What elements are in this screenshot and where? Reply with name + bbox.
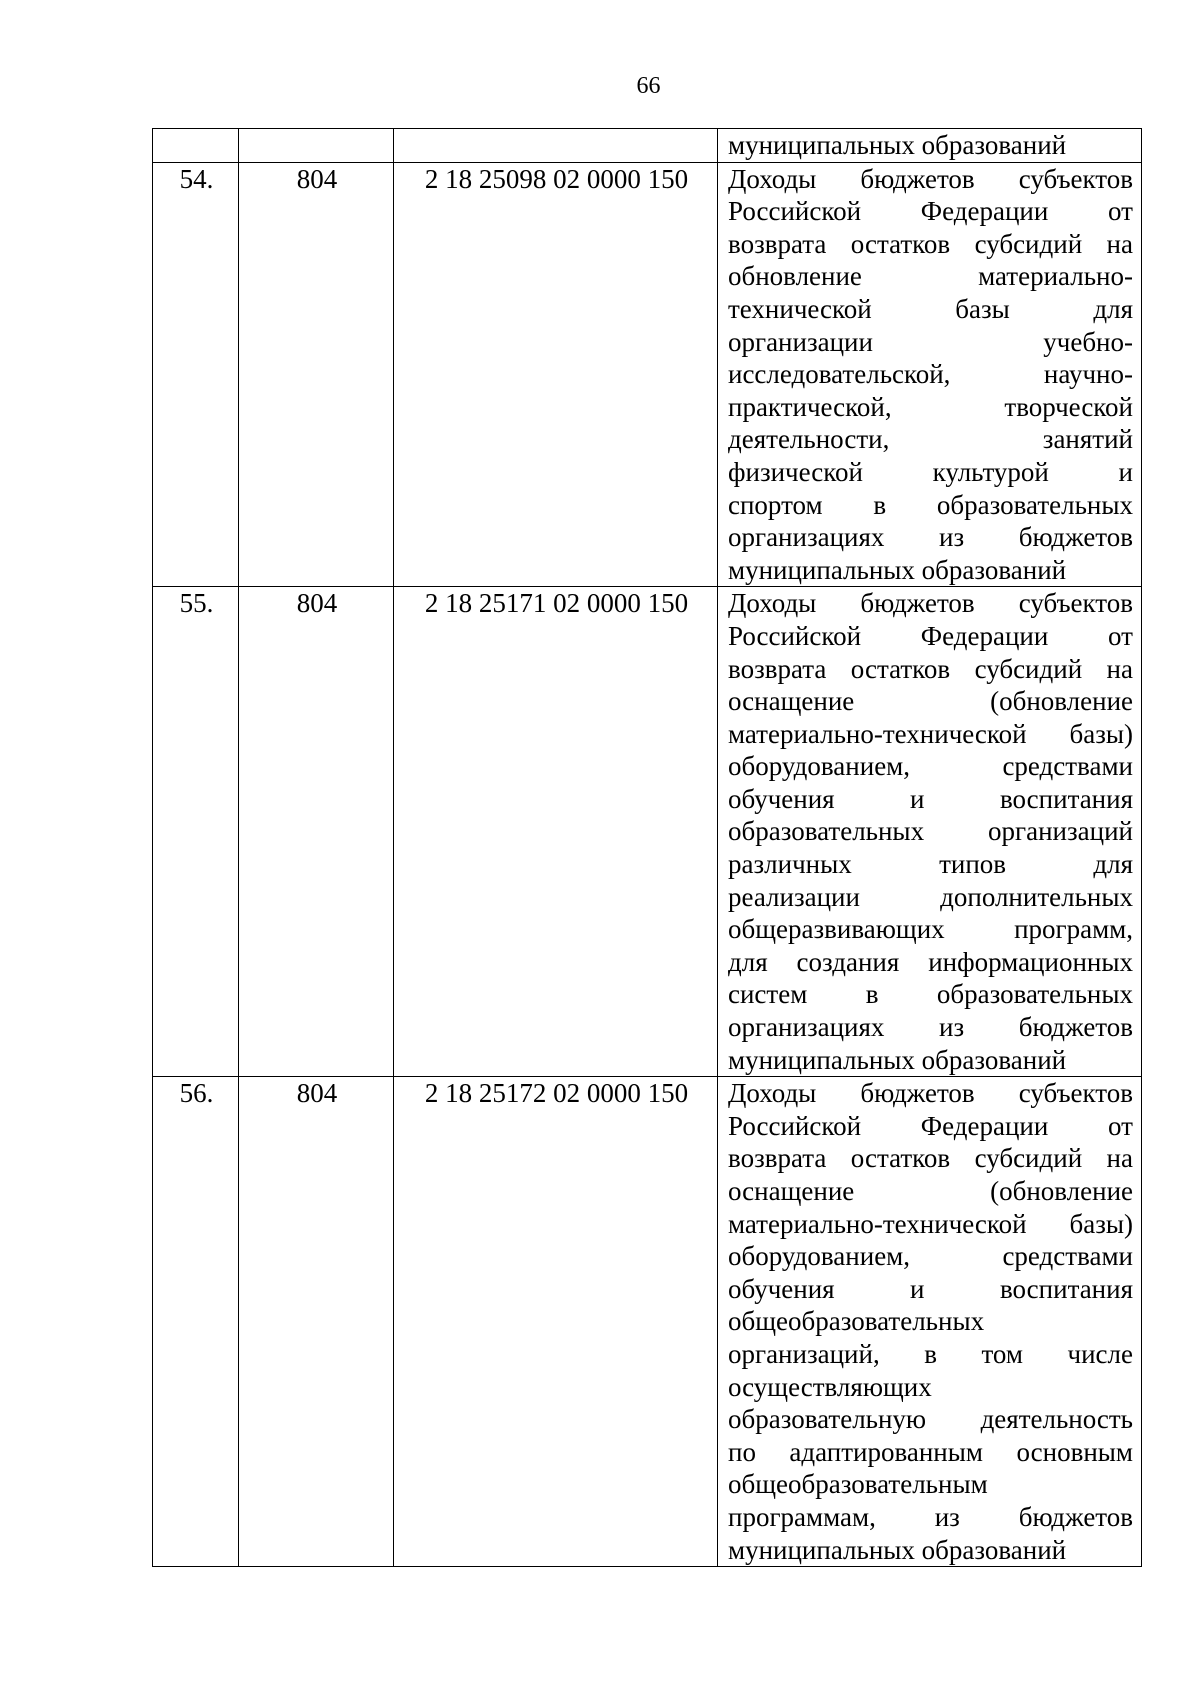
revenue-code-cell: 2 18 25171 02 0000 150 bbox=[394, 587, 718, 1077]
revenue-name-line: возврата остатков субсидий на bbox=[728, 228, 1133, 259]
revenue-name-line: реализации дополнительных bbox=[728, 881, 1133, 912]
revenue-name-line: обучения и воспитания bbox=[728, 1273, 1133, 1304]
revenue-name-line: муниципальных образований bbox=[728, 1044, 1067, 1075]
row-number-cell: 54. bbox=[153, 162, 239, 587]
revenue-name-cell bbox=[718, 1077, 1142, 1567]
revenue-name-line: осуществляющих bbox=[728, 1371, 932, 1402]
revenue-name-line: муниципальных образований bbox=[728, 130, 1067, 160]
revenue-name-line: образовательных организаций bbox=[728, 816, 1133, 847]
revenue-name-line: исследовательской, научно- bbox=[728, 359, 1133, 390]
row-number-cell bbox=[153, 129, 239, 163]
revenue-code-cell: 2 18 25172 02 0000 150 bbox=[394, 1077, 718, 1567]
revenue-name-line: по адаптированным основным bbox=[728, 1436, 1133, 1467]
revenue-name-line: обновление материально- bbox=[728, 261, 1133, 292]
revenue-name-cell bbox=[718, 162, 1142, 587]
revenue-name-line: образовательную деятельность bbox=[728, 1404, 1133, 1435]
revenue-name-line: технической базы для bbox=[728, 293, 1133, 324]
revenue-name-line: возврата остатков субсидий на bbox=[728, 653, 1133, 684]
revenue-name-line: физической культурой и bbox=[728, 456, 1133, 487]
administrator-code-cell bbox=[239, 129, 394, 163]
table-body bbox=[153, 129, 1142, 1567]
revenue-name-line: материально-технической базы) bbox=[728, 718, 1133, 749]
revenue-name-line: общеразвивающих программ, bbox=[728, 914, 1133, 945]
revenue-name-line: организациях из бюджетов bbox=[728, 1012, 1133, 1043]
revenue-name-line: организациях из бюджетов bbox=[728, 522, 1133, 553]
revenue-name-line: Российской Федерации от bbox=[728, 1110, 1133, 1141]
page-number: 66 bbox=[636, 73, 661, 99]
revenue-name-line: Доходы бюджетов субъектов bbox=[728, 1078, 1133, 1109]
revenue-name-line: различных типов для bbox=[728, 849, 1133, 880]
budget-revenue-table bbox=[152, 128, 1142, 1567]
revenue-name-line: оборудованием, средствами bbox=[728, 751, 1133, 782]
revenue-name-line: оснащение (обновление bbox=[728, 686, 1133, 717]
administrator-code-cell: 804 bbox=[239, 587, 394, 1077]
table-row bbox=[153, 1077, 1142, 1567]
revenue-name-line: оборудованием, средствами bbox=[728, 1241, 1133, 1272]
table-row-continuation bbox=[153, 129, 1142, 163]
revenue-name-line: Российской Федерации от bbox=[728, 620, 1133, 651]
revenue-name-line: муниципальных образований bbox=[728, 1534, 1067, 1565]
revenue-name-line: программам, из бюджетов bbox=[728, 1501, 1133, 1532]
revenue-name-line: практической, творческой bbox=[728, 391, 1133, 422]
revenue-name-cell bbox=[718, 129, 1142, 163]
revenue-name-line: возврата остатков субсидий на bbox=[728, 1143, 1133, 1174]
table-row bbox=[153, 162, 1142, 587]
row-number-cell: 55. bbox=[153, 587, 239, 1077]
revenue-name-cell bbox=[718, 587, 1142, 1077]
revenue-name-line: для создания информационных bbox=[728, 946, 1133, 977]
revenue-name-line: оснащение (обновление bbox=[728, 1176, 1133, 1206]
administrator-code-cell: 804 bbox=[239, 1077, 394, 1567]
revenue-name-line: Российской Федерации от bbox=[728, 196, 1133, 227]
revenue-name-line: общеобразовательных bbox=[728, 1306, 985, 1337]
revenue-name-line: общеобразовательным bbox=[728, 1469, 988, 1500]
revenue-name-line: организаций, в том числе bbox=[728, 1338, 1133, 1369]
revenue-code-cell: 2 18 25098 02 0000 150 bbox=[394, 162, 718, 587]
revenue-name-line: муниципальных образований bbox=[728, 554, 1067, 585]
revenue-name-line: обучения и воспитания bbox=[728, 783, 1133, 814]
row-number-cell: 56. bbox=[153, 1077, 239, 1567]
revenue-name-line: деятельности, занятий bbox=[728, 424, 1133, 455]
revenue-name-line: Доходы бюджетов субъектов bbox=[728, 588, 1133, 619]
revenue-code-cell bbox=[394, 129, 718, 163]
revenue-name-line: спортом в образовательных bbox=[728, 489, 1133, 520]
table-row bbox=[153, 587, 1142, 1077]
administrator-code-cell: 804 bbox=[239, 162, 394, 587]
revenue-name-line: Доходы бюджетов субъектов bbox=[728, 163, 1133, 194]
revenue-name-line: организации учебно- bbox=[728, 326, 1133, 357]
revenue-name-line: материально-технической базы) bbox=[728, 1208, 1133, 1239]
revenue-name-line: систем в образовательных bbox=[728, 979, 1133, 1010]
